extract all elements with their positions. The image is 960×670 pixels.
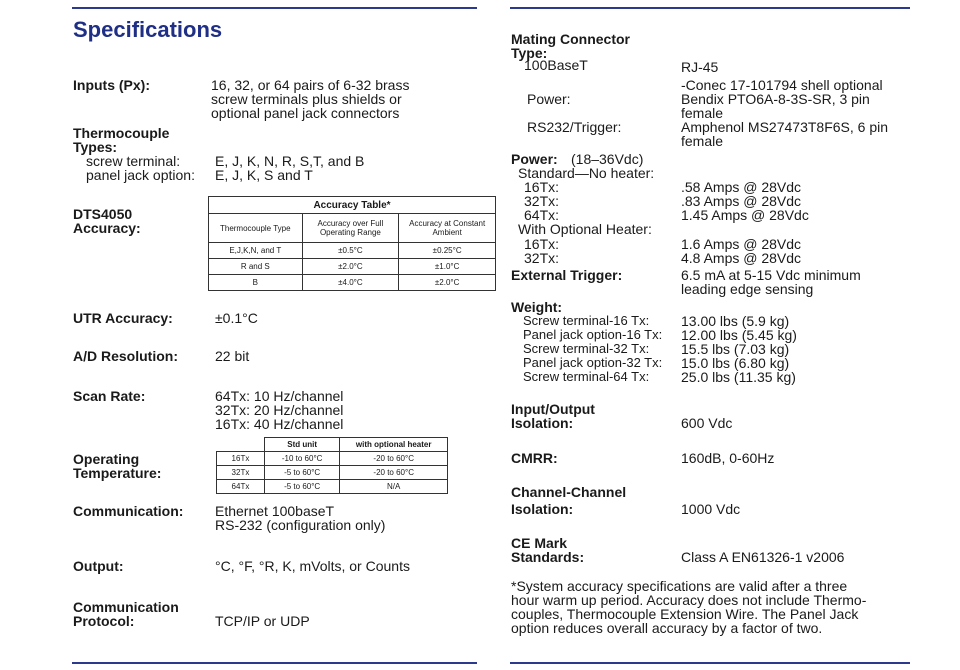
accuracy-table (208, 196, 496, 291)
power-heat-32-key: 32Tx: (524, 250, 560, 266)
weight-label: Weight: (511, 299, 563, 315)
bottom-rule-right (510, 662, 910, 664)
inputs-line-3: optional panel jack connectors (211, 105, 400, 121)
communication-label: Communication: (73, 503, 184, 519)
inputs-line-2: screw terminals plus shields or (211, 91, 402, 107)
operating-header-std: Std unit (264, 438, 340, 452)
accuracy-table-caption: Accuracy Table* (209, 197, 496, 214)
accuracy-header-ambient: Accuracy at Constant Ambient (399, 214, 496, 243)
protocol-label-2: Protocol: (73, 613, 135, 629)
table-cell: ±1.0°C (399, 259, 496, 275)
table-cell: ±2.0°C (302, 259, 399, 275)
protocol-value: TCP/IP or UDP (215, 613, 310, 629)
ce-value: Class A EN61326-1 v2006 (681, 549, 845, 565)
trigger-line-1: 6.5 mA at 5-15 Vdc minimum (681, 267, 861, 283)
weight-row-5-value: 25.0 lbs (11.35 kg) (681, 369, 796, 385)
power-std-16-key: 16Tx: (524, 179, 560, 195)
table-cell: B (209, 275, 303, 291)
ce-label-1: CE Mark (511, 535, 568, 551)
table-cell: -20 to 60°C (340, 466, 448, 480)
power-label: Power: (511, 151, 558, 167)
weight-row-4-value: 15.0 lbs (6.80 kg) (681, 355, 790, 371)
ad-value: 22 bit (215, 348, 250, 364)
utr-value: ±0.1°C (215, 310, 258, 326)
utr-label: UTR Accuracy: (73, 310, 173, 326)
mating-100baset-line-2: -Conec 17-101794 shell optional (681, 77, 883, 93)
table-cell: -20 to 60°C (340, 452, 448, 466)
mating-label-1: Mating Connector (511, 31, 630, 47)
table-cell: ±0.5°C (302, 243, 399, 259)
table-row (217, 452, 448, 466)
top-rule-left (72, 7, 477, 9)
mating-power-key: Power: (527, 91, 571, 107)
footnote-line-2: hour warm up period. Accuracy does not include Thermo- (511, 592, 867, 608)
table-cell: 32Tx (217, 466, 265, 480)
table-row (209, 275, 496, 291)
mating-power-line-1: Bendix PTO6A-8-3S-SR, 3 pin (681, 91, 870, 107)
table-cell: 64Tx (217, 480, 265, 494)
accuracy-label-1: DTS4050 (73, 206, 133, 222)
scan-line-2: 32Tx: 20 Hz/channel (215, 402, 344, 418)
thermocouple-screw-value: E, J, K, N, R, S,T, and B (215, 153, 365, 169)
cc-label-1: Channel-Channel (511, 484, 627, 500)
output-value: °C, °F, °R, K, mVolts, or Counts (215, 558, 410, 574)
thermocouple-jack-value: E, J, K, S and T (215, 167, 313, 183)
thermocouple-label-1: Thermocouple (73, 125, 170, 141)
operating-label-2: Temperature: (73, 465, 162, 481)
weight-row-1-value: 13.00 lbs (5.9 kg) (681, 313, 790, 329)
weight-row-5-key: Screw terminal-64 Tx: (523, 369, 650, 384)
accuracy-header-type: Thermocouple Type (209, 214, 303, 243)
power-heat-32-value: 4.8 Amps @ 28Vdc (681, 250, 802, 266)
accuracy-label-2: Accuracy: (73, 220, 141, 236)
io-value: 600 Vdc (681, 415, 733, 431)
footnote-line-1: *System accuracy specifications are valid after a three (511, 578, 848, 594)
weight-row-3-key: Screw terminal-32 Tx: (523, 341, 650, 356)
mating-rs232-key: RS232/Trigger: (527, 119, 622, 135)
footnote-line-4: option reduces overall accuracy by a factor of two. (511, 620, 823, 636)
table-row (209, 259, 496, 275)
weight-row-3-value: 15.5 lbs (7.03 kg) (681, 341, 790, 357)
page-title: Specifications (73, 17, 223, 42)
table-row (209, 243, 496, 259)
output-label: Output: (73, 558, 124, 574)
table-cell: -5 to 60°C (264, 466, 340, 480)
inputs-line-1: 16, 32, or 64 pairs of 6-32 brass (211, 77, 410, 93)
mating-power-line-2: female (681, 105, 724, 121)
power-std-32-key: 32Tx: (524, 193, 560, 209)
table-cell: ±0.25°C (399, 243, 496, 259)
power-heat-16-value: 1.6 Amps @ 28Vdc (681, 236, 802, 252)
ce-label-2: Standards: (511, 549, 585, 565)
table-row (217, 466, 448, 480)
io-label-2: Isolation: (511, 415, 574, 431)
thermocouple-jack-key: panel jack option: (86, 167, 195, 183)
mating-100baset-line-1: RJ-45 (681, 59, 719, 75)
table-cell: ±2.0°C (399, 275, 496, 291)
top-rule-right (510, 7, 910, 9)
power-standard-label: Standard—No heater: (518, 165, 655, 181)
mating-label-2: Type: (511, 45, 548, 61)
power-std-32-value: .83 Amps @ 28Vdc (681, 193, 802, 209)
power-std-64-key: 64Tx: (524, 207, 560, 223)
power-heat-16-key: 16Tx: (524, 236, 560, 252)
scan-line-1: 64Tx: 10 Hz/channel (215, 388, 344, 404)
table-row (217, 480, 448, 494)
power-heater-label: With Optional Heater: (518, 221, 652, 237)
cmrr-value: 160dB, 0-60Hz (681, 450, 775, 466)
weight-row-2-value: 12.00 lbs (5.45 kg) (681, 327, 797, 343)
table-cell: 16Tx (217, 452, 265, 466)
cc-label-2: Isolation: (511, 501, 574, 517)
cc-value: 1000 Vdc (681, 501, 741, 517)
power-range: (18–36Vdc) (571, 151, 644, 167)
scan-line-3: 16Tx: 40 Hz/channel (215, 416, 344, 432)
weight-row-2-key: Panel jack option-16 Tx: (523, 327, 663, 342)
cmrr-label: CMRR: (511, 450, 558, 466)
communication-line-2: RS-232 (configuration only) (215, 517, 386, 533)
thermocouple-label-2: Types: (73, 139, 118, 155)
io-label-1: Input/Output (511, 401, 595, 417)
table-cell: R and S (209, 259, 303, 275)
mating-rs232-line-1: Amphenol MS27473T8F6S, 6 pin (681, 119, 889, 135)
trigger-line-2: leading edge sensing (681, 281, 814, 297)
scan-label: Scan Rate: (73, 388, 146, 404)
protocol-label-1: Communication (73, 599, 179, 615)
trigger-label: External Trigger: (511, 267, 623, 283)
ad-label: A/D Resolution: (73, 348, 178, 364)
thermocouple-screw-key: screw terminal: (86, 153, 181, 169)
weight-row-1-key: Screw terminal-16 Tx: (523, 313, 650, 328)
bottom-rule-left (72, 662, 477, 664)
mating-rs232-line-2: female (681, 133, 724, 149)
inputs-label: Inputs (Px): (73, 77, 150, 93)
blank-cell (217, 438, 265, 452)
accuracy-header-full: Accuracy over Full Operating Range (302, 214, 399, 243)
mating-100baset-key: 100BaseT (524, 57, 588, 73)
table-cell: -5 to 60°C (264, 480, 340, 494)
table-cell: -10 to 60°C (264, 452, 340, 466)
footnote-line-3: couples, Thermocouple Extension Wire. The Panel Jack (511, 606, 859, 622)
communication-line-1: Ethernet 100baseT (215, 503, 335, 519)
table-cell: E,J,K,N, and T (209, 243, 303, 259)
table-cell: N/A (340, 480, 448, 494)
operating-header-heater: with optional heater (340, 438, 448, 452)
power-std-64-value: 1.45 Amps @ 28Vdc (681, 207, 809, 223)
table-cell: ±4.0°C (302, 275, 399, 291)
operating-label-1: Operating (73, 451, 140, 467)
operating-temp-table (216, 437, 448, 494)
weight-row-4-key: Panel jack option-32 Tx: (523, 355, 663, 370)
power-std-16-value: .58 Amps @ 28Vdc (681, 179, 802, 195)
